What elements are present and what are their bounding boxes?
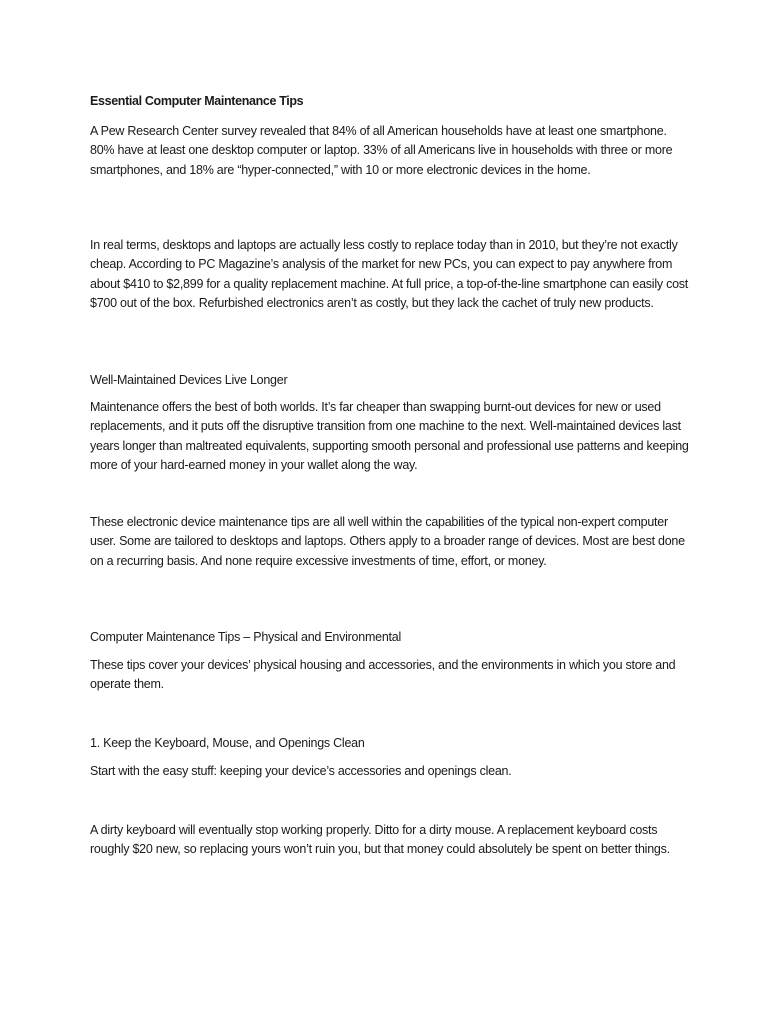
section-heading-physical-environmental: Computer Maintenance Tips – Physical and Environmental: [90, 630, 401, 644]
paragraph-maintenance-tips-intro: These electronic device maintenance tips are all well within the capabilities of the typical non-expert computer user. Some are tailored to desktops and laptops. Others apply to a broader range of devices. Most are best done on a recurring basis. And none require excessive investments of time, effort, or money.: [90, 515, 685, 568]
section-heading-keep-clean: 1. Keep the Keyboard, Mouse, and Openings Clean: [90, 736, 365, 750]
paragraph-maintenance-benefits: Maintenance offers the best of both worlds. It’s far cheaper than swapping burnt-out devices for new or used replacements, and it puts off the disruptive transition from one machine to the next. Well-maintained devices last years longer than maltreated equivalents, supporting smooth personal and professional use patterns and keeping more of your hard-earned money in your wallet along the way.: [90, 400, 689, 472]
document-title: Essential Computer Maintenance Tips: [90, 94, 304, 108]
paragraph-physical-tips: These tips cover your devices’ physical housing and accessories, and the environments in which you store and operate them.: [90, 658, 676, 692]
section-heading-well-maintained: Well-Maintained Devices Live Longer: [90, 373, 288, 387]
paragraph-replacement-cost: In real terms, desktops and laptops are actually less costly to replace today than in 2010, but they’re not exactly cheap. According to PC Magazine’s analysis of the market for new PCs, you can expect to pay anywhere from about $410 to $2,899 for a quality replacement machine. At full price, a top-of-the-line smartphone can easily cost $700 out of the box. Refurbished electronics aren’t as costly, but they lack the cachet of truly new products.: [90, 238, 689, 310]
paragraph-easy-stuff: Start with the easy stuff: keeping your device’s accessories and openings clean.: [90, 764, 512, 778]
paragraph-survey: A Pew Research Center survey revealed that 84% of all American households have at least one smartphone. 80% have at least one desktop computer or laptop. 33% of all Americans live in households with three or more smartphones, and 18% are “hyper-connected,” with 10 or more electronic devices in the home.: [90, 124, 673, 177]
paragraph-dirty-keyboard: A dirty keyboard will eventually stop working properly. Ditto for a dirty mouse. A replacement keyboard costs roughly $20 new, so replacing yours won’t ruin you, but that money could absolutely be spent on better things.: [90, 823, 670, 857]
